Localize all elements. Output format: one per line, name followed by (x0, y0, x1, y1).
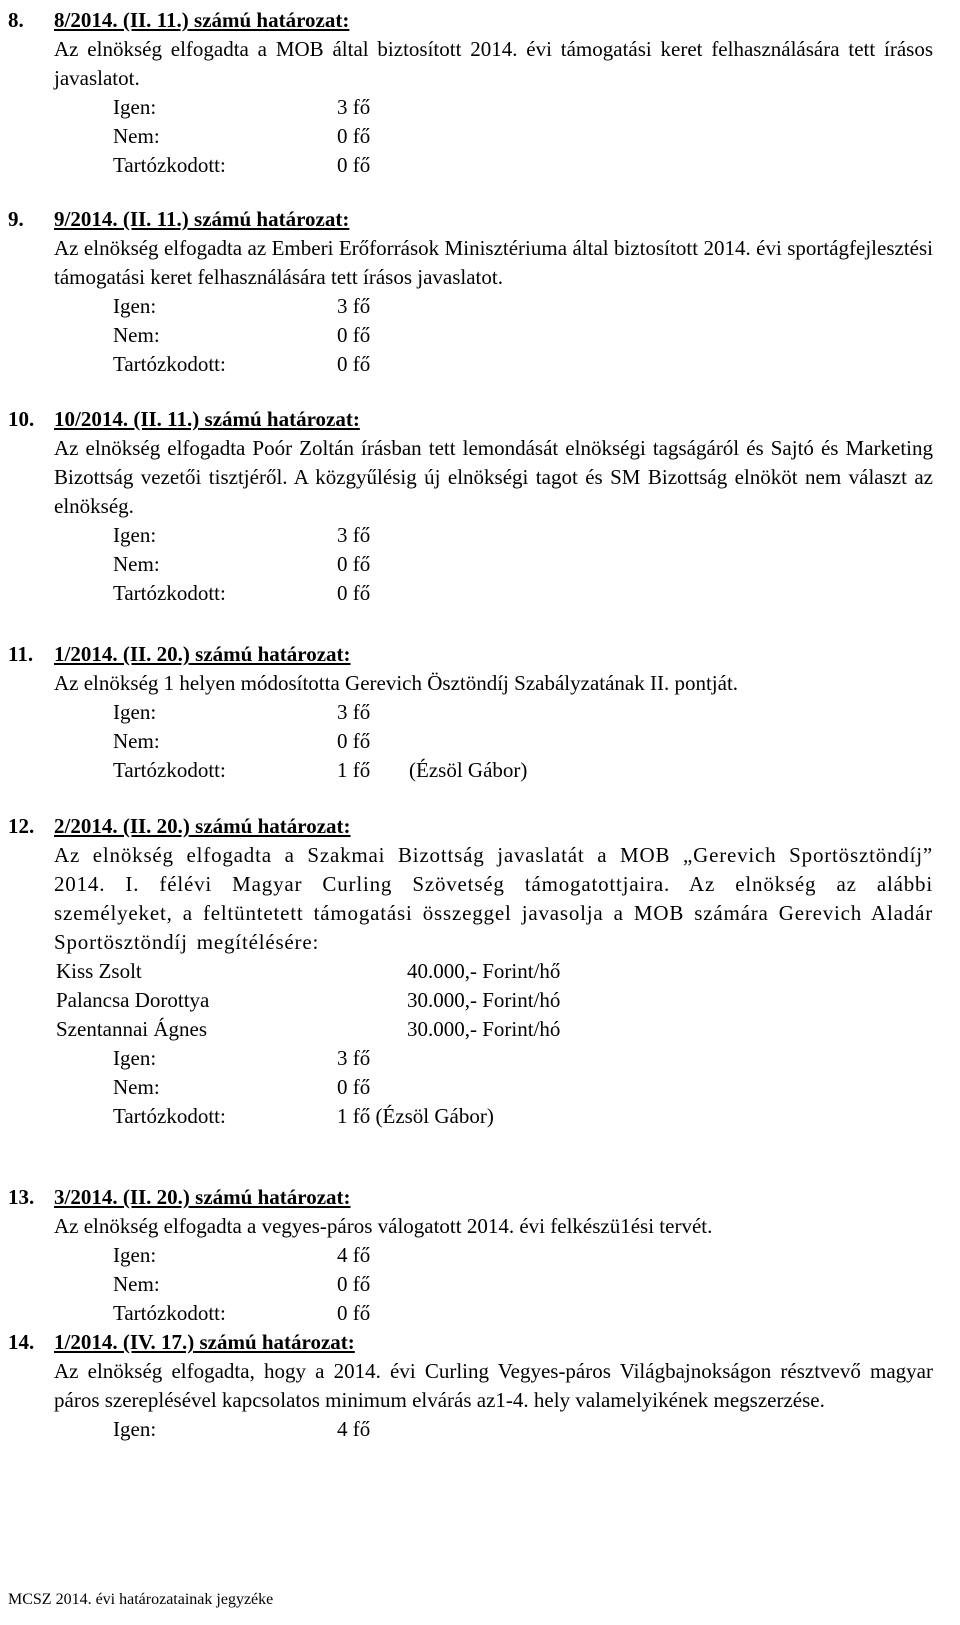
vote-label: Igen: (113, 294, 157, 318)
vote-row-no (113, 1073, 933, 1102)
vote-value: 3 fő (337, 294, 371, 318)
vote-row-abstain (113, 1102, 933, 1131)
vote-value: 1 fő (Ézsöl Gábor) (337, 1104, 494, 1128)
vote-label: Tartózkodott: (113, 153, 226, 177)
item-number: 9. (8, 207, 24, 231)
vote-label: Nem: (113, 323, 160, 347)
vote-value: 0 fő (337, 1272, 371, 1296)
vote-row-abstain (113, 350, 933, 379)
resolution-ref: 3/2014. (II. 20.) (54, 1185, 190, 1209)
item-number: 10. (8, 407, 35, 431)
resolution-title (54, 812, 351, 841)
vote-value: 1 fő (337, 758, 371, 782)
vote-row-yes (113, 292, 933, 321)
grant-row (56, 1015, 933, 1044)
resolution-suffix: számú határozat: (189, 1185, 351, 1209)
resolution-suffix: számú határozat: (188, 8, 350, 32)
vote-label: Igen: (113, 95, 157, 119)
vote-block (113, 1044, 933, 1131)
vote-label: Tartózkodott: (113, 352, 226, 376)
resolution-heading (8, 405, 933, 434)
vote-value: 4 fő (337, 1243, 371, 1267)
vote-value: 0 fő (337, 581, 371, 605)
vote-label: Igen: (113, 1243, 157, 1267)
vote-note: (Ézsöl Gábor) (409, 758, 528, 782)
vote-row-yes (113, 698, 933, 727)
resolution-text: Az elnökség elfogadta a MOB által biztosított 2014. évi támogatási keret felhasználására tett írásos javaslatot. (54, 37, 933, 90)
vote-label: Igen: (113, 1046, 157, 1070)
vote-block (113, 1241, 933, 1328)
resolution-title (54, 205, 349, 234)
resolution-title (54, 640, 351, 669)
resolution-ref: 1/2014. (II. 20.) (54, 642, 190, 666)
vote-row-abstain (113, 151, 933, 180)
vote-row-no (113, 727, 933, 756)
resolution-suffix: számú határozat: (199, 407, 360, 431)
resolution-title (54, 405, 360, 434)
resolution-title (54, 6, 349, 35)
resolution-heading (8, 205, 933, 234)
vote-value: 0 fő (337, 729, 371, 753)
grant-amount: 40.000,- Forint/hő (407, 959, 561, 983)
vote-block (113, 698, 933, 785)
vote-value: 0 fő (337, 352, 371, 376)
resolution-12 (8, 812, 933, 1131)
resolution-title (54, 1183, 351, 1212)
resolution-text: Az elnökség elfogadta, hogy a 2014. évi Curling Vegyes-páros Világbajnokságon résztvevő magyar páros szereplésével kapcsolatos minimum elvárás az1-4. hely valamelyikének megszerzése. (54, 1359, 933, 1412)
resolution-13 (8, 1183, 933, 1328)
resolution-text: Az elnökség elfogadta Poór Zoltán írásban tett lemondását elnökségi tagságáról és Sajtó és Marketing Bizottság vezetői tisztjéről. A közgyűlésig új elnökségi tagot és SM Bizottság elnököt nem választ az elnökség. (54, 436, 933, 518)
resolution-suffix: számú határozat: (189, 642, 351, 666)
resolution-text: Az elnökség elfogadta az Emberi Erőforrások Minisztériuma által biztosított 2014. évi sportágfejlesztési támogatási keret felhasználására tett írásos javaslatot. (54, 236, 933, 289)
vote-row-no (113, 122, 933, 151)
vote-label: Nem: (113, 1075, 160, 1099)
vote-label: Tartózkodott: (113, 581, 226, 605)
vote-value: 3 fő (337, 700, 371, 724)
item-number: 13. (8, 1185, 35, 1209)
vote-row-yes (113, 521, 933, 550)
resolution-11 (8, 640, 933, 785)
vote-value: 3 fő (337, 523, 371, 547)
vote-value: 4 fő (337, 1417, 371, 1441)
vote-row-yes (113, 1415, 933, 1444)
grant-list (56, 957, 933, 1044)
vote-label: Tartózkodott: (113, 758, 226, 782)
resolution-suffix: számú határozat: (194, 1330, 355, 1354)
vote-value: 0 fő (337, 1301, 371, 1325)
grant-row (56, 986, 933, 1015)
vote-label: Igen: (113, 700, 157, 724)
vote-label: Tartózkodott: (113, 1104, 226, 1128)
vote-block (113, 292, 933, 379)
vote-label: Igen: (113, 523, 157, 547)
vote-row-no (113, 321, 933, 350)
vote-label: Nem: (113, 552, 160, 576)
resolution-ref: 8/2014. (II. 11.) (54, 8, 189, 32)
grant-amount: 30.000,- Forint/hó (407, 1017, 561, 1041)
resolution-ref: 1/2014. (IV. 17.) (54, 1330, 195, 1354)
vote-block (113, 93, 933, 180)
resolution-8 (8, 6, 933, 180)
vote-label: Nem: (113, 1272, 160, 1296)
vote-label: Nem: (113, 729, 160, 753)
resolution-heading (8, 1328, 933, 1357)
resolution-10 (8, 405, 933, 608)
resolution-ref: 10/2014. (II. 11.) (54, 407, 200, 431)
page-footer: MCSZ 2014. évi határozatainak jegyzéke (8, 1591, 274, 1608)
grant-name: Kiss Zsolt (56, 959, 142, 983)
resolution-9 (8, 205, 933, 379)
vote-value: 0 fő (337, 124, 371, 148)
vote-row-abstain (113, 579, 933, 608)
resolution-heading (8, 812, 933, 841)
item-number: 11. (8, 642, 34, 666)
vote-label: Nem: (113, 124, 160, 148)
vote-block (113, 1415, 933, 1444)
vote-value: 3 fő (337, 1046, 371, 1070)
resolution-suffix: számú határozat: (188, 207, 350, 231)
resolution-text: Az elnökség 1 helyen módosította Gerevich Ösztöndíj Szabályzatának II. pontját. (54, 671, 739, 695)
vote-label: Tartózkodott: (113, 1301, 226, 1325)
resolution-heading (8, 640, 933, 669)
vote-row-no (113, 550, 933, 579)
resolution-ref: 2/2014. (II. 20.) (54, 814, 190, 838)
resolution-text: Az elnökség elfogadta a vegyes-páros válogatott 2014. évi felkészü1ési tervét. (54, 1214, 713, 1238)
resolution-heading (8, 6, 933, 35)
vote-row-yes (113, 1241, 933, 1270)
vote-value: 0 fő (337, 323, 371, 347)
vote-label: Igen: (113, 1417, 157, 1441)
resolution-heading (8, 1183, 933, 1212)
resolution-text: Az elnökség elfogadta a Szakmai Bizottság javaslatát a MOB „Gerevich Sportösztöndíj” 2014. I. félévi Magyar Curling Szövetség támogatottjaira. Az elnökség az alábbi személyeket, a feltüntetett támogatási összeggel javasolja a MOB számára Gerevich Aladár Sportösztöndíj megítélésére: (54, 843, 933, 954)
resolution-14 (8, 1328, 933, 1444)
vote-block (113, 521, 933, 608)
grant-name: Palancsa Dorottya (56, 988, 210, 1012)
item-number: 14. (8, 1330, 35, 1354)
grant-row (56, 957, 933, 986)
vote-row-yes (113, 1044, 933, 1073)
item-number: 8. (8, 8, 24, 32)
item-number: 12. (8, 814, 35, 838)
vote-row-abstain (113, 1299, 933, 1328)
vote-value: 3 fő (337, 95, 371, 119)
resolution-title (54, 1328, 355, 1357)
resolution-ref: 9/2014. (II. 11.) (54, 207, 189, 231)
vote-row-yes (113, 93, 933, 122)
resolution-suffix: számú határozat: (189, 814, 351, 838)
vote-value: 0 fő (337, 552, 371, 576)
vote-value: 0 fő (337, 1075, 371, 1099)
grant-name: Szentannai Ágnes (56, 1017, 208, 1041)
vote-row-abstain (113, 756, 933, 785)
grant-amount: 30.000,- Forint/hó (407, 988, 561, 1012)
vote-row-no (113, 1270, 933, 1299)
vote-value: 0 fő (337, 153, 371, 177)
